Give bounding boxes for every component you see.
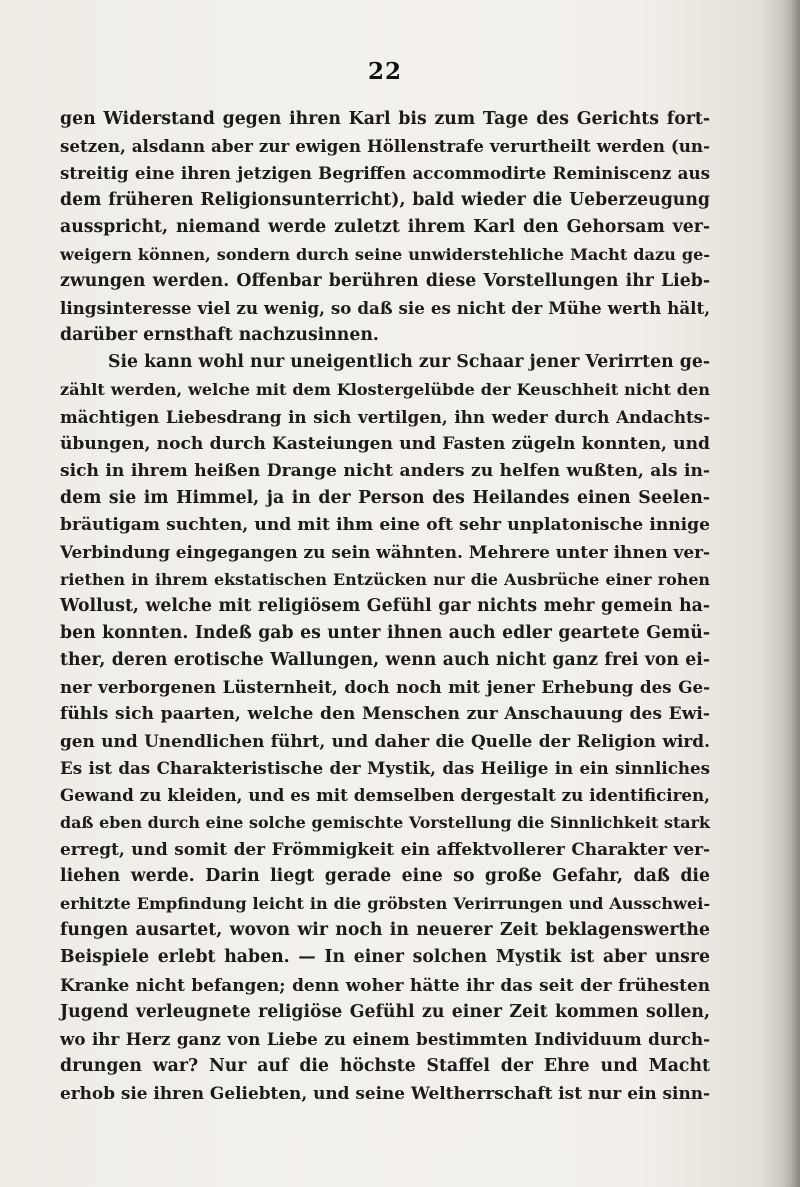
text-line: Jugend verleugnete religiöse Gefühl zu einer Zeit kommen sollen, (60, 1001, 710, 1022)
text-line: ausspricht, niemand werde zuletzt ihrem Karl den Gehorsam ver- (60, 217, 710, 238)
text-line: zählt werden, welche mit dem Klostergelübde der Keuschheit nicht den (60, 380, 710, 400)
text-line: fungen ausartet, wovon wir noch in neuerer Zeit beklagenswerthe (60, 920, 710, 941)
page-number: 22 (367, 58, 402, 85)
text-line: zwungen werden. Offenbar berühren diese Vorstellungen ihr Lieb- (60, 271, 710, 292)
text-line: gen Widerstand gegen ihren Karl bis zum Tage des Gerichts fort- (60, 109, 710, 129)
text-line: wo ihr Herz ganz von Liebe zu einem bestimmten Individuum durch- (60, 1028, 710, 1049)
text-line: ben konnten. Indeß gab es unter ihnen auch edler geartete Gemü- (60, 622, 710, 643)
text-line: erhitzte Empfindung leicht in die gröbsten Verirrungen und Ausschwei- (60, 894, 710, 914)
text-line: streitig eine ihren jetzigen Begriffen accommodirte Reminiscenz aus (60, 163, 710, 184)
text-line: daß eben durch eine solche gemischte Vorstellung die Sinnlichkeit stark (60, 813, 710, 833)
text-line: Verbindung eingegangen zu sein wähnten. Mehrere unter ihnen ver- (60, 541, 710, 562)
text-line: drungen war? Nur auf die höchste Staffel der Ehre und Macht (60, 1055, 710, 1076)
text-line: Sie kann wohl nur uneigentlich zur Schaar jener Verirrten ge- (108, 352, 710, 373)
text-line: Beispiele erlebt haben. — In einer solchen Mystik ist aber unsre (60, 947, 710, 968)
text-line: fühls sich paarten, welche den Menschen zur Anschauung des Ewi- (60, 704, 710, 725)
page-edge-shadow (782, 0, 800, 1187)
text-line: dem sie im Himmel, ja in der Person des Heilandes einen Seelen- (60, 487, 710, 508)
text-line: mächtigen Liebesdrang in sich vertilgen, ihn weder durch Andachts- (60, 406, 710, 427)
body-text (60, 106, 710, 1107)
text-line: gen und Unendlichen führt, und daher die Quelle der Religion wird. (60, 731, 710, 752)
text-line: riethen in ihrem ekstatischen Entzücken nur die Ausbrüche einer rohen (60, 569, 710, 589)
text-line: bräutigam suchten, und mit ihm eine oft sehr unplatonische innige (60, 514, 710, 535)
text-line: ner verborgenen Lüsternheit, doch noch mit jener Erhebung des Ge- (60, 676, 710, 697)
text-line: weigern können, sondern durch seine unwiderstehliche Macht dazu ge- (60, 245, 710, 265)
text-line: erhob sie ihren Geliebten, und seine Weltherrschaft ist nur ein sinn- (60, 1082, 711, 1103)
text-line: übungen, noch durch Kasteiungen und Fasten zügeln konnten, und (60, 433, 710, 454)
text-line: darüber ernsthaft nachzusinnen. (60, 325, 379, 346)
text-line: dem früheren Religionsunterricht), bald wieder die Ueberzeugung (60, 190, 710, 211)
text-line: ther, deren erotische Wallungen, wenn auch nicht ganz frei von ei- (60, 649, 710, 670)
text-line: lingsinteresse viel zu wenig, so daß sie es nicht der Mühe werth hält, (60, 298, 710, 319)
text-line: Kranke nicht befangen; denn woher hätte ihr das seit der frühesten (60, 974, 710, 995)
text-line: setzen, alsdann aber zur ewigen Höllenstrafe verurtheilt werden (un- (60, 136, 710, 157)
text-line: liehen werde. Darin liegt gerade eine so große Gefahr, daß die (60, 866, 710, 887)
text-line: Wollust, welche mit religiösem Gefühl gar nichts mehr gemein ha- (60, 595, 710, 616)
text-line: erregt, und somit der Frömmigkeit ein affektvollerer Charakter ver- (60, 839, 710, 860)
text-line: Es ist das Charakteristische der Mystik, das Heilige in ein sinnliches (60, 758, 710, 779)
text-line: sich in ihrem heißen Drange nicht anders zu helfen wußten, als in- (60, 460, 710, 481)
text-line: Gewand zu kleiden, und es mit demselben dergestalt zu identificiren, (60, 785, 710, 806)
